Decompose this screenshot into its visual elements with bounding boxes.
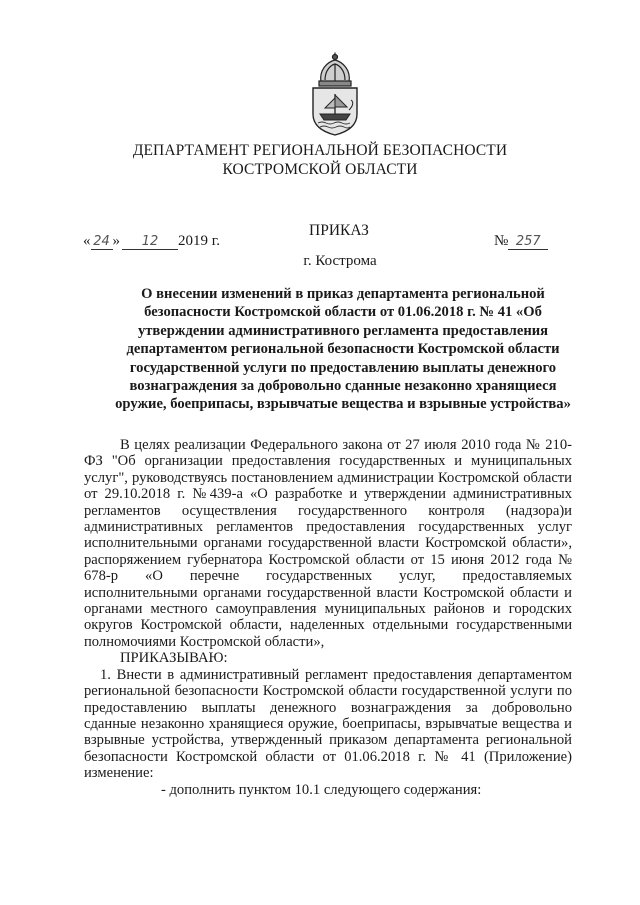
department-name-line-2: КОСТРОМСКОЙ ОБЛАСТИ [222,161,418,178]
order-number-handwritten: 257 [508,234,548,250]
order-verb: ПРИКАЗЫВАЮ: [120,650,228,667]
order-number [494,233,548,250]
document-body [84,437,572,798]
coat-of-arms-icon [303,52,367,136]
number-sign: № [494,233,509,249]
order-date [83,233,220,250]
document-title: О внесении изменений в приказ департамента региональной безопасности Костромской области от 01.06.2018 г. № 41 «Об утверждении административного регламента предоставления департаментом региональной безопасности Костромской области государственной услуги по предоставлению выплаты денежного вознаграждения за добровольно сданные незаконно хранящиеся оружие, боеприпасы, взрывчатые вещества и взрывные устройства» [115,286,571,413]
item-1-paragraph: 1. Внести в административный регламент предоставления департаментом региональной безопасности Костромской области государственной услуги по предоставлению выплаты денежного вознаграждения за добровольно сданные незаконно хранящиеся оружие, боеприпасы, взрывчатые вещества и взрывные устройства, утвержденный приказом департамента региональной безопасности Костромской области от 01.06.2018 г. № 41 (Приложение) изменение: [84,666,572,782]
sub-item: - дополнить пунктом 10.1 следующего содержания: [161,781,482,798]
date-day-handwritten: 24 [91,234,113,250]
date-year: 2019 г. [178,233,220,249]
department-name-line-1: ДЕПАРТАМЕНТ РЕГИОНАЛЬНОЙ БЕЗОПАСНОСТИ [132,142,508,159]
preamble-paragraph: В целях реализации Федерального закона от 27 июля 2010 года № 210-ФЗ "Об организации предоставления государственных и муниципальных услуг", руководствуясь постановлением администрации Костромской области от 29.10.2018 г. №439-а «О разработке и утверждении административных регламентов осуществления государственного контроля (надзора)и административных регламентов предоставления государственных услуг исполнительными органами государственной власти Костромской области», распоряжением губернатора Костромской области от 15 июня 2012 года № 678-р «О перечне государственных услуг, предоставляемых исполнительными органами государственной власти Костромской области и органами местного самоуправления муниципальных районов и городских округов Костромской области, наделенных отдельными государственными полномочиями Костромской области», [84,437,572,650]
date-month-handwritten: 12 [122,234,178,250]
document-type-heading: ПРИКАЗ [309,222,369,239]
date-close-quote: » [112,233,120,249]
city: г. Кострома [303,253,377,269]
date-open-quote: « [83,233,91,249]
